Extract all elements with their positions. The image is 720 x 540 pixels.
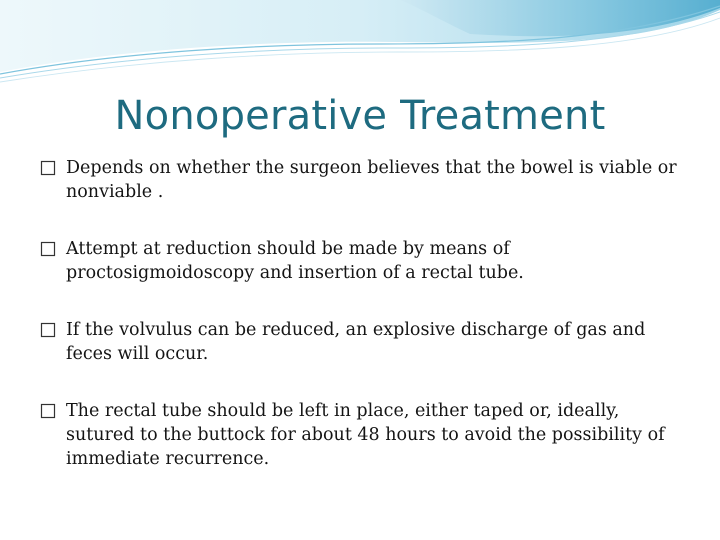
bullet-text: If the volvulus can be reduced, an explosive discharge of gas and feces will occur.	[66, 320, 646, 364]
bullet-item	[40, 156, 690, 204]
missing-glyph-icon	[40, 160, 56, 176]
bullet-list	[40, 156, 690, 504]
missing-glyph-icon	[40, 403, 56, 419]
missing-glyph-icon	[40, 322, 56, 338]
bullet-item	[40, 318, 690, 366]
header-wave-decoration	[0, 0, 720, 90]
bullet-text: The rectal tube should be left in place, either taped or, ideally, sutured to the buttock for about 48 hours to avoid the possibility of immediate recurrence.	[66, 401, 665, 469]
bullet-text: Depends on whether the surgeon believes that the bowel is viable or nonviable .	[66, 158, 677, 202]
missing-glyph-icon	[40, 241, 56, 257]
bullet-text: Attempt at reduction should be made by means of proctosigmoidoscopy and insertion of a rectal tube.	[66, 239, 524, 283]
slide-title: Nonoperative Treatment	[114, 93, 606, 139]
bullet-item	[40, 399, 690, 471]
bullet-item	[40, 237, 690, 285]
